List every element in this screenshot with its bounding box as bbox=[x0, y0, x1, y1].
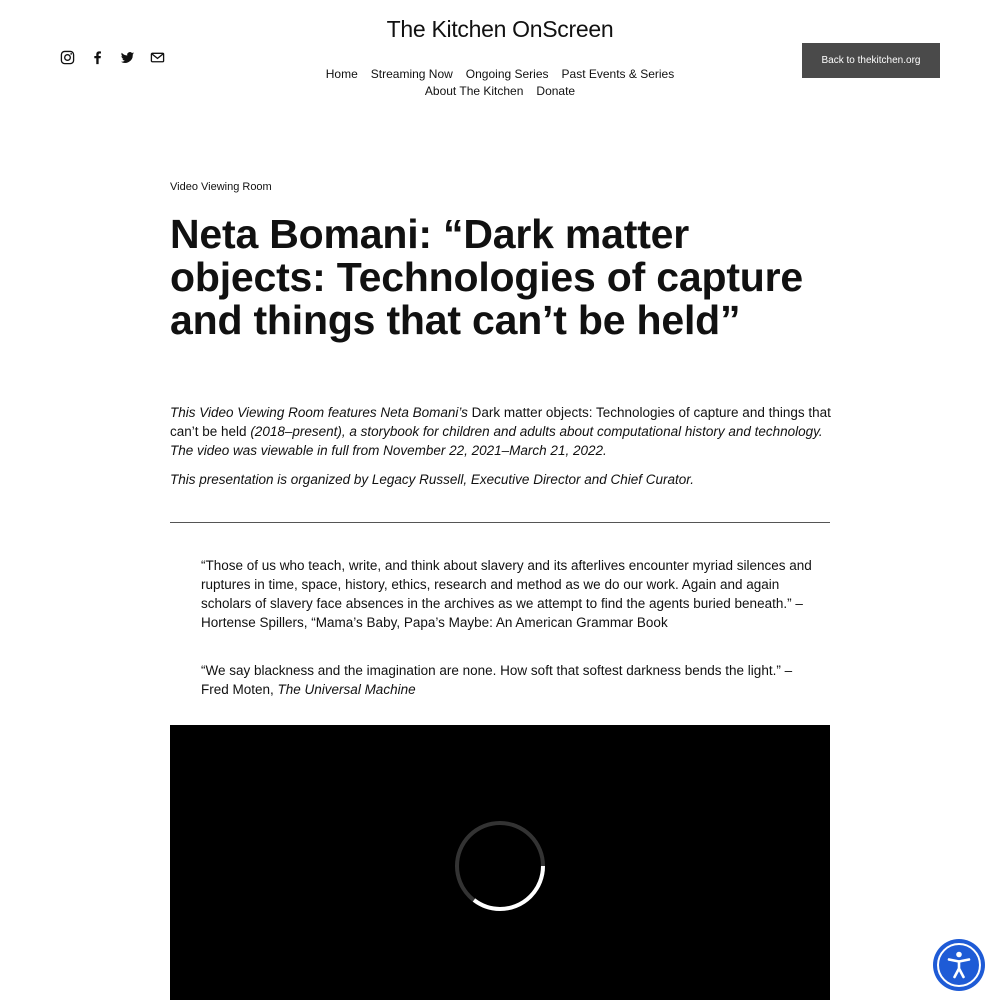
intro-tail-text: (2018–present), a storybook for children and adults about computational history and technology. The video was viewable in full from November 22, 2021–March 21, 2022. bbox=[170, 424, 823, 458]
article-title: Neta Bomani: “Dark matter objects: Technologies of capture and things that can’t be held” bbox=[170, 211, 803, 343]
organizer-text: This presentation is organized by Legacy Russell, Executive Director and Chief Curator. bbox=[170, 472, 695, 487]
video-player[interactable] bbox=[170, 725, 830, 1000]
accessibility-button[interactable] bbox=[933, 939, 985, 991]
twitter-icon[interactable] bbox=[120, 50, 135, 65]
intro-lead-text: This Video Viewing Room features Neta Bomani’s bbox=[170, 405, 468, 420]
nav-item-past-events[interactable]: Past Events & Series bbox=[561, 67, 675, 81]
facebook-icon[interactable] bbox=[90, 50, 105, 65]
main-nav bbox=[300, 66, 700, 100]
back-to-site-button[interactable]: Back to thekitchen.org bbox=[802, 43, 940, 78]
article-intro bbox=[170, 403, 834, 499]
nav-item-about[interactable]: About The Kitchen bbox=[424, 84, 524, 98]
organizer-paragraph bbox=[170, 470, 834, 489]
quote-moten-text: “We say blackness and the imagination are none. How soft that softest darkness bends the light.” – Fred Moten, bbox=[201, 663, 793, 697]
social-links bbox=[60, 50, 165, 65]
nav-item-home[interactable]: Home bbox=[325, 67, 358, 81]
quote-moten bbox=[201, 661, 823, 699]
quote-moten-source: The Universal Machine bbox=[277, 682, 416, 697]
accessibility-icon bbox=[935, 941, 983, 989]
site-title[interactable]: The Kitchen OnScreen bbox=[386, 16, 614, 42]
article-category: Video Viewing Room bbox=[170, 181, 272, 193]
nav-item-donate[interactable]: Donate bbox=[536, 84, 576, 98]
loading-spinner-icon bbox=[454, 820, 546, 912]
section-divider bbox=[170, 522, 830, 523]
email-icon[interactable] bbox=[150, 50, 165, 65]
intro-paragraph bbox=[170, 403, 834, 460]
instagram-icon[interactable] bbox=[60, 50, 75, 65]
nav-item-ongoing-series[interactable]: Ongoing Series bbox=[465, 67, 549, 81]
work-title-text: Dark matter objects: Technologies of capture and things that can’t be held bbox=[170, 405, 831, 439]
epigraphs bbox=[201, 556, 823, 728]
nav-item-streaming-now[interactable]: Streaming Now bbox=[370, 67, 453, 81]
quote-spillers: “Those of us who teach, write, and think about slavery and its afterlives encounter myriad silences and ruptures in time, space, history, ethics, research and method as we do our work. Again and again scholars of slavery face absences in the archives as we attempt to find the agents buried beneath.” – Hortense Spillers, “Mama’s Baby, Papa’s Maybe: An American Grammar Book bbox=[201, 558, 812, 630]
